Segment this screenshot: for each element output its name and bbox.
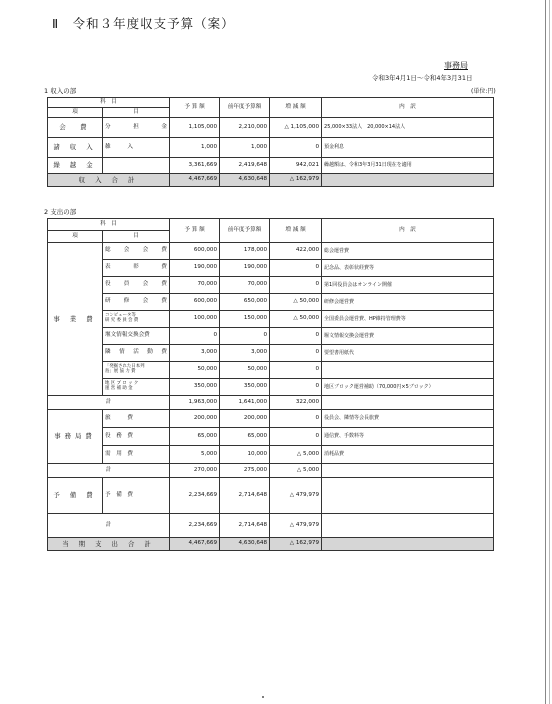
page-title: Ⅱ 令和３年度収支予算（案）: [52, 16, 235, 31]
table-row: 堰文情報交換会費 0 0 0 堰文情報交換会運営費: [48, 328, 494, 345]
table-row: コンピュータ等 研 究 委 員 会 費 100,000 150,000 △ 50,000 全国委員会運営費、HP維持管理費等: [48, 311, 494, 328]
table-row: 隣 情 活 動 費 3,000 3,000 0 要望書用紙代: [48, 345, 494, 362]
diff-header: 増 減 額: [270, 219, 322, 243]
expense-section-title: 2 支出の部: [44, 208, 77, 216]
income-table: [47, 97, 494, 187]
jigyo-kou: 事 業 費: [48, 243, 103, 396]
budget-header: 予 算 額: [170, 98, 220, 118]
table-row: 事 業 費 総 会 会 費 600,000 178,000 422,000 総会運営費: [48, 243, 494, 260]
moku-header: 目: [103, 108, 170, 118]
moku-header: 目: [103, 231, 170, 243]
table-row: 地 区 ブ ロ ッ ク 運 営 補 助 金 350,000 350,000 0 地区ブロック運営補助（70,000円×5ブロック）: [48, 379, 494, 396]
expense-header-row: [48, 219, 494, 231]
fiscal-period: 令和3年4月1日～令和4年3月31日: [372, 74, 473, 82]
page-edge: [545, 0, 546, 704]
breakdown-header: 内 訳: [322, 98, 494, 118]
prev-budget-header: 前年度予算額: [220, 219, 270, 243]
page-edge: [549, 0, 550, 704]
table-row: 表 彰 費 190,000 190,000 0 記念品、表彰状経費等: [48, 260, 494, 277]
diff-header: 増 減 額: [270, 98, 322, 118]
table-row: 繰 越 金 3,361,669 2,419,648 942,021 繰越額は、令和3年3月31日現在を適用: [48, 158, 494, 174]
table-row: 会 費 分 担 金 1,105,000 2,210,000 △ 1,105,000 25,000×33法人 20,000×14法人: [48, 118, 494, 138]
yobi-subtotal-row: 計 2,234,669 2,714,648 △ 479,979: [48, 514, 494, 538]
jimukyoku-kou: 事務局費: [48, 410, 103, 464]
table-row: 事務局費 旅 費 200,000 200,000 0 役員会、隣情等会長旅費: [48, 410, 494, 428]
kamoku-header: 科 目: [48, 219, 170, 231]
page-mark: [262, 696, 264, 698]
yobi-kou: 予 備 費: [48, 478, 103, 514]
budget-header: 予 算 額: [170, 219, 220, 243]
table-row: 諸 収 入 雑 入 1,000 1,000 0 預金利息: [48, 138, 494, 158]
table-row: 「発掘された日本列 島」展 協 力 費 50,000 50,000 0: [48, 362, 494, 379]
kou-header: 項: [48, 108, 103, 118]
income-header-row: [48, 98, 494, 108]
income-section-title: 1 収入の部: [44, 87, 77, 95]
expense-total-row: 当 期 支 出 合 計 4,467,669 4,630,648 △ 162,979: [48, 538, 494, 551]
table-row: 役 務 費 65,000 65,000 0 通信費、手数料等: [48, 428, 494, 446]
breakdown-header: 内 訳: [322, 219, 494, 243]
unit-note: (単位:円): [471, 88, 496, 95]
jigyo-subtotal-row: 計 1,963,000 1,641,000 322,000: [48, 396, 494, 410]
organization-name: 事務局: [444, 61, 468, 70]
kamoku-header: 科 目: [48, 98, 170, 108]
table-row: 役 員 会 費 70,000 70,000 0 第1回役員会はオンライン開催: [48, 277, 494, 294]
kou-header: 項: [48, 231, 103, 243]
table-row: 研 修 会 費 600,000 650,000 △ 50,000 研修会運営費: [48, 294, 494, 311]
expense-table: [47, 218, 494, 551]
prev-budget-header: 前年度予算額: [220, 98, 270, 118]
jimukyoku-subtotal-row: 計 270,000 275,000 △ 5,000: [48, 464, 494, 478]
table-row: 予 備 費 予 備 費 2,234,669 2,714,648 △ 479,979: [48, 478, 494, 514]
table-row: 需 用 費 5,000 10,000 △ 5,000 消耗品費: [48, 446, 494, 464]
income-total-row: 収 入 合 計 4,467,669 4,630,648 △ 162,979: [48, 174, 494, 187]
